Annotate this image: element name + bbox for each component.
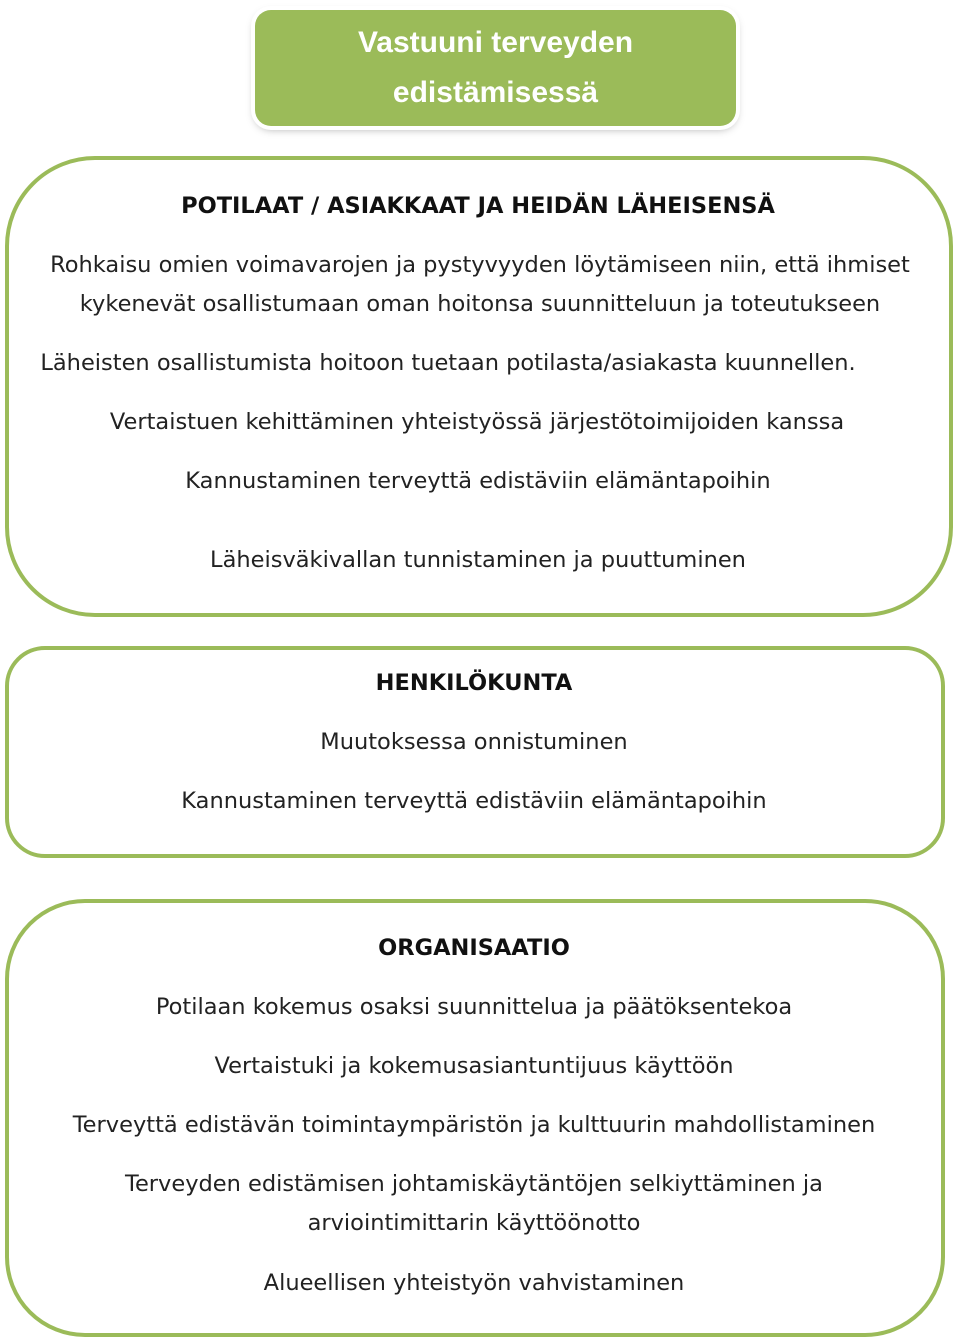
title-box bbox=[255, 10, 736, 126]
staff-section-heading: HENKILÖKUNTA bbox=[375, 670, 573, 696]
organization-item: Alueellisen yhteistyön vahvistaminen bbox=[263, 1270, 685, 1296]
patients-item: Rohkaisu omien voimavarojen ja pystyvyyden löytämiseen niin, että ihmiset bbox=[50, 252, 910, 278]
organization-item: arviointimittarin käyttöönotto bbox=[307, 1210, 641, 1236]
patients-item: Kannustaminen terveyttä edistäviin elämäntapoihin bbox=[185, 468, 771, 494]
title-line-1: Vastuuni terveyden bbox=[357, 26, 634, 59]
organization-item: Vertaistuki ja kokemusasiantuntijuus käyttöön bbox=[214, 1053, 734, 1079]
staff-item: Muutoksessa onnistuminen bbox=[320, 729, 628, 755]
patients-item: Vertaistuen kehittäminen yhteistyössä järjestötoimijoiden kanssa bbox=[109, 409, 845, 435]
patients-item: kykenevät osallistumaan oman hoitonsa suunnitteluun ja toteutukseen bbox=[79, 291, 881, 317]
title-line-2: edistämisessä bbox=[392, 76, 599, 109]
organization-section-heading: ORGANISAATIO bbox=[378, 935, 570, 961]
patients-section-heading: POTILAAT / ASIAKKAAT JA HEIDÄN LÄHEISENSÄ bbox=[181, 193, 775, 219]
patients-item: Läheisten osallistumista hoitoon tuetaan potilasta/asiakasta kuunnellen. bbox=[40, 350, 856, 376]
organization-item: Terveyttä edistävän toimintaympäristön ja kulttuurin mahdollistaminen bbox=[72, 1112, 876, 1138]
patients-item: Läheisväkivallan tunnistaminen ja puuttuminen bbox=[210, 547, 746, 573]
organization-item: Potilaan kokemus osaksi suunnittelua ja päätöksentekoa bbox=[155, 994, 793, 1020]
organization-item: Terveyden edistämisen johtamiskäytäntöjen selkiyttäminen ja bbox=[125, 1171, 823, 1197]
staff-item: Kannustaminen terveyttä edistäviin elämäntapoihin bbox=[181, 788, 767, 814]
